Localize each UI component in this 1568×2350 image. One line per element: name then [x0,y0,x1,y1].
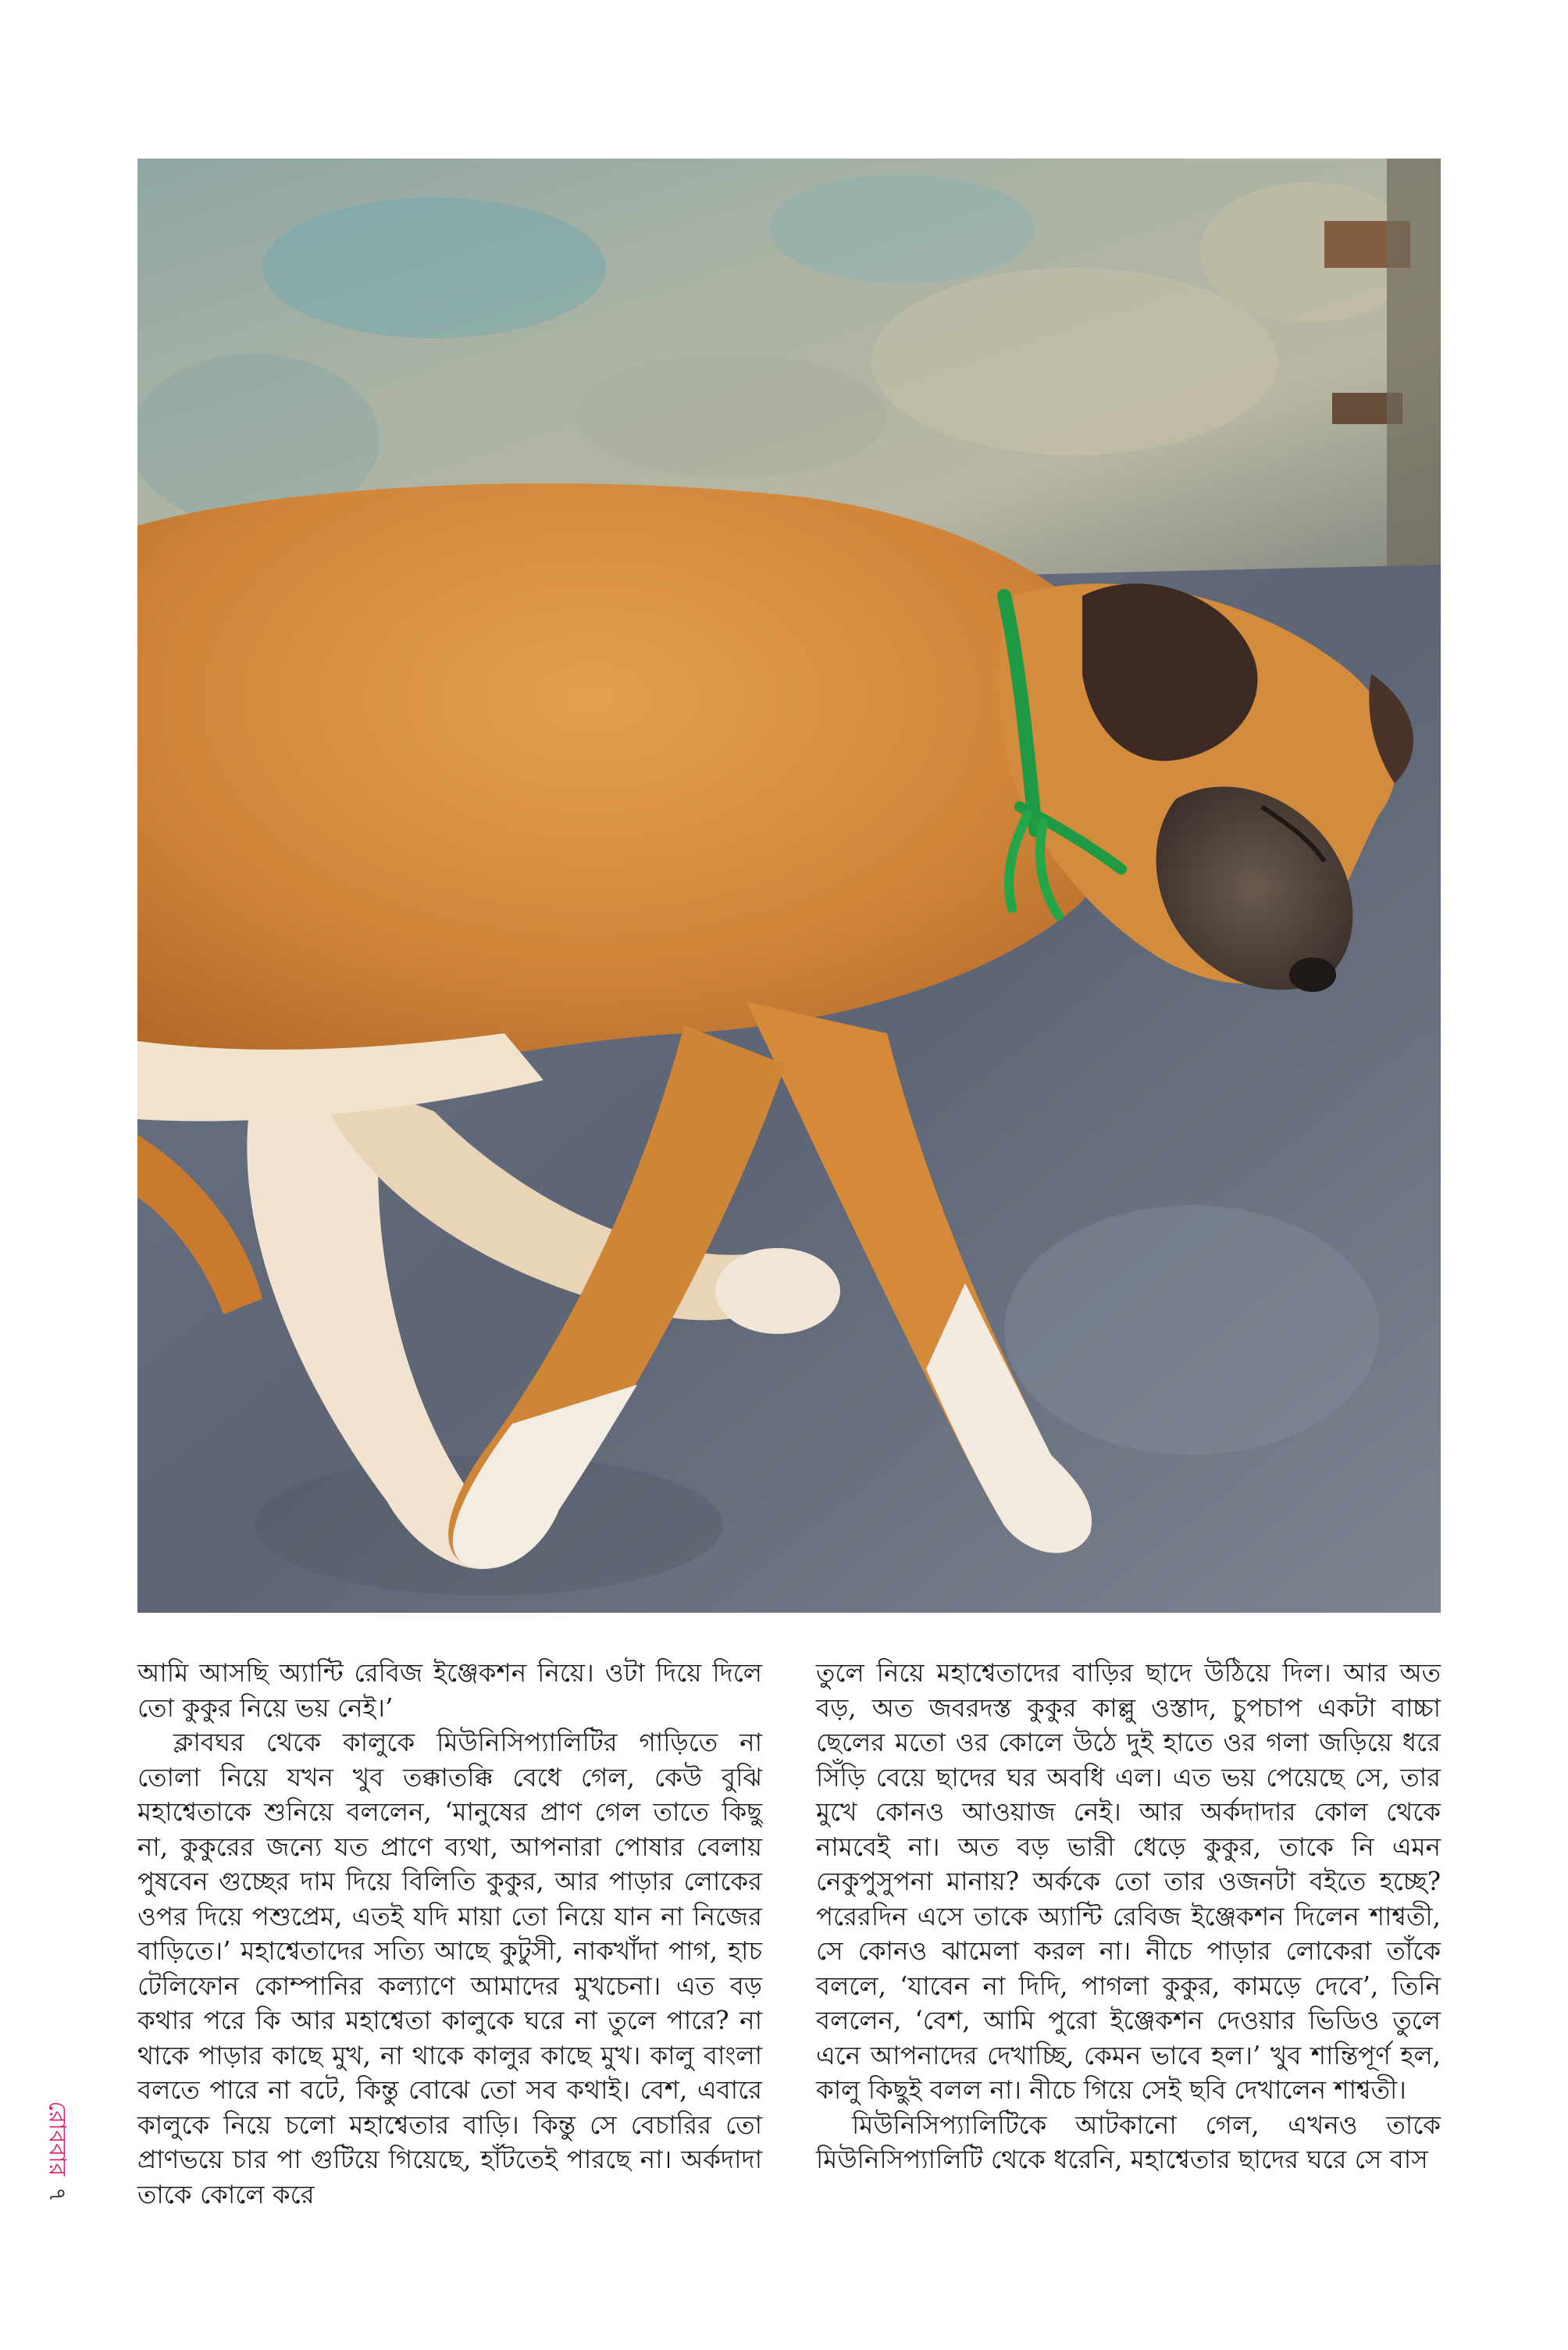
page-number: ৭ [43,2187,71,2202]
text-column-right [816,1656,1441,2177]
paragraph: তুলে নিয়ে মহাশ্বেতাদের বাড়ির ছাদে উঠিয়ে দিল। আর অত বড়, অত জবরদস্ত কুকুর কাল্লু ওস্তাদ, চুপচাপ একটা বাচ্চা ছেলের মতো ওর কোলে উঠে দুই হাতে ওর গলা জড়িয়ে ধরে সিঁড়ি বেয়ে ছাদের ঘর অবধি এল। এত ভয় পেয়েছে সে, তার মুখে কোনও আওয়াজ নেই। আর অর্কদাদার কোল থেকে নামবেই না। অত বড় ভারী ধেড়ে কুকুর, তাকে নি এমন নেকুপুসুপনা মানায়? অর্ককে তো তার ওজনটা বইতে হচ্ছে? পরেরদিন এসে তাকে অ্যান্টি রেবিজ ইঞ্জেকশন দিলেন শাশ্বতী, সে কোনও ঝামেলা করল না। নীচে পাড়ার লোকেরা তাঁকে বললে, ‘যাবেন না দিদি, পাগলা কুকুর, কামড়ে দেবে’, তিনি বললেন, ‘বেশ, আমি পুরো ইঞ্জেকশন দেওয়ার ভিডিও তুলে এনে আপনাদের দেখাচ্ছি, কেমন ভাবে হল।’ খুব শান্তিপূর্ণ হল, কালু কিছুই বলল না। নীচে গিয়ে সেই ছবি দেখালেন শাশ্বতী। [816,1658,1441,2105]
text-column-left [137,1656,762,2212]
paragraph: মিউনিসিপ্যালিটিকে আটকানো গেল, এখনও তাকে মিউনিসিপ্যালিটি থেকে ধরেনি, মহাশ্বেতার ছাদের ঘরে সে বাস [816,2109,1441,2174]
dog-illustration [137,159,1441,1613]
paragraph: আমি আসছি অ্যান্টি রেবিজ ইঞ্জেকশন নিয়ে। ওটা দিয়ে দিলে তো কুকুর নিয়ে ভয় নেই।’ [137,1658,762,1723]
dog-photo [137,159,1441,1613]
paragraph: ক্লাবঘর থেকে কালুকে মিউনিসিপ্যালিটির গাড়িতে না তোলা নিয়ে যখন খুব তক্কাতক্কি বেধে গেল, কেউ বুঝি মহাশ্বেতাকে শুনিয়ে বললেন, ‘মানুষের প্রাণ গেল তাতে কিছু না, কুকুরের জন্যে যত প্রাণে ব্যথা, আপনারা পোষার বেলায় পুষবেন গুচ্ছের দাম দিয়ে বিলিতি কুকুর, আর পাড়ার লোকের ওপর দিয়ে পশুপ্রেম, এতই যদি মায়া তো নিয়ে যান না নিজের বাড়িতে।’ মহাশ্বেতাদের সত্যি আছে কুটুসী, নাকখাঁদা পাগ, হাচ টেলিফোন কোম্পানির কল্যাণে আমাদের মুখচেনা। এত বড় কথার পরে কি আর মহাশ্বেতা কালুকে ঘরে না তুলে পারে? না থাকে পাড়ার কাছে মুখ, না থাকে কালুর কাছে মুখ। কালু বাংলা বলতে পারে না বটে, কিন্তু বোঝে তো সব কথাই। বেশ, এবারে কালুকে নিয়ে চলো মহাশ্বেতার বাড়ি। কিন্তু সে বেচারির তো প্রাণভয়ে চার পা গুটিয়ে গিয়েছে, হাঁটতেই পারছে না। অর্কদাদা তাকে কোলে করে [137,1728,762,2209]
magazine-name: রোববার [43,2101,71,2177]
page-folio [41,2062,72,2241]
